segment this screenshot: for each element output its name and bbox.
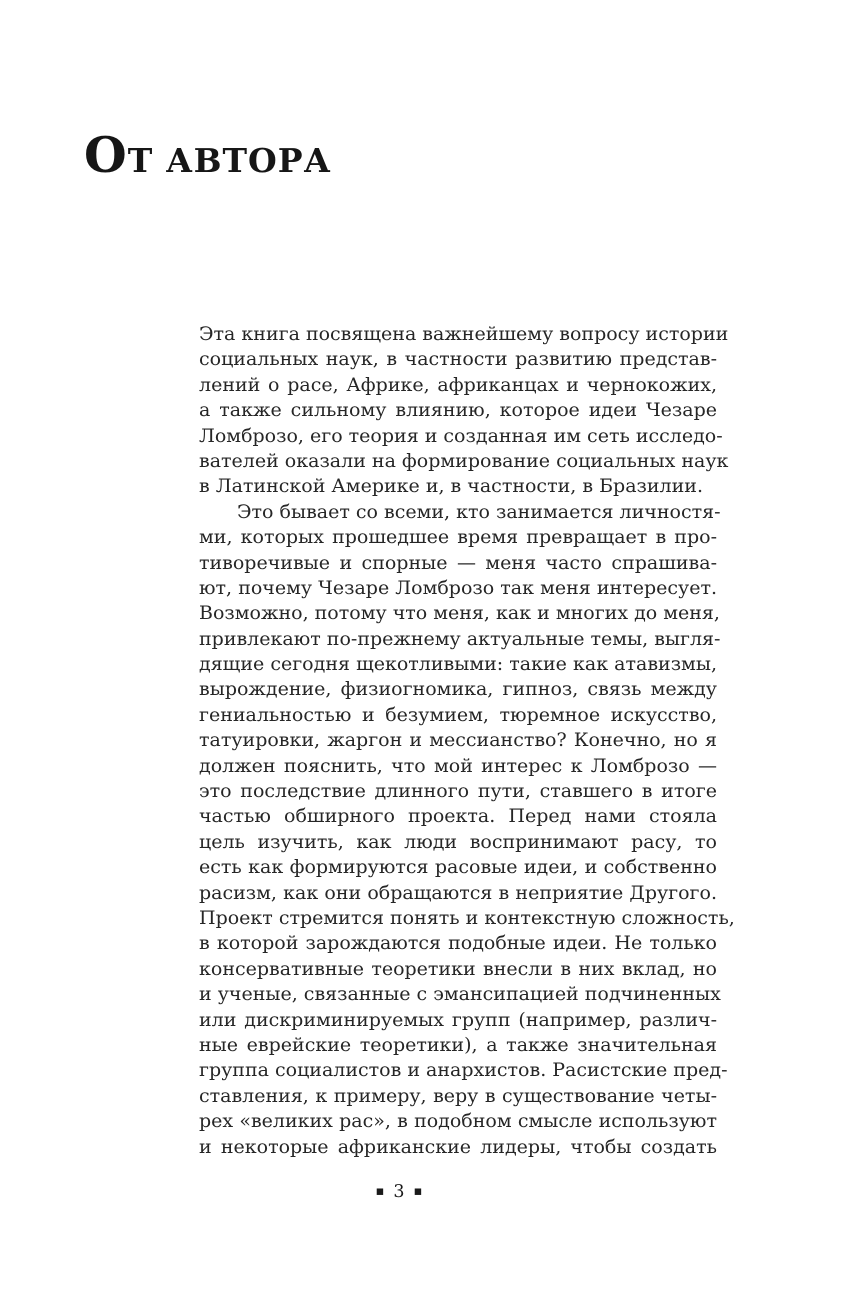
- text-line: социальных наук, в частности развитию представ-: [199, 348, 717, 371]
- page-number: [199, 1181, 599, 1203]
- page-number-value: 3: [393, 1182, 405, 1202]
- text-line: должен пояснить, что мой интерес к Ломброзо —: [199, 754, 717, 777]
- text-line: цель изучить, как люди воспринимают расу, то: [199, 830, 717, 853]
- page-number-marker-left: ▪: [375, 1184, 385, 1199]
- text-line: и некоторые африканские лидеры, чтобы создать: [199, 1135, 717, 1158]
- text-line: расизм, как они обращаются в неприятие Другого.: [199, 881, 717, 904]
- text-line: лений о расе, Африке, африканцах и чернокожих,: [199, 373, 717, 396]
- text-line: вырождение, физиогномика, гипноз, связь между: [199, 678, 717, 701]
- page-number-marker-right: ▪: [413, 1184, 423, 1199]
- text-line: дящие сегодня щекотливыми: такие как атавизмы,: [199, 653, 717, 676]
- text-line: тиворечивые и спорные — меня часто спрашива-: [199, 551, 717, 574]
- text-line: и ученые, связанные с эмансипацией подчиненных: [199, 983, 721, 1006]
- text-line: консервативные теоретики внесли в них вклад, но: [199, 957, 717, 980]
- text-line: Это бывает со всеми, кто занимается личностя-: [237, 500, 721, 523]
- text-line: ют, почему Чезаре Ломброзо так меня интересует.: [199, 576, 717, 599]
- text-line: в которой зарождаются подобные идеи. Не только: [199, 932, 717, 955]
- text-line: гениальностью и безумием, тюремное искусство,: [199, 703, 717, 726]
- body-text: [199, 322, 735, 1160]
- chapter-title: ОТ АВТОРА: [84, 126, 332, 184]
- text-line: есть как формируются расовые идеи, и собственно: [199, 856, 717, 879]
- text-line: частью обширного проекта. Перед нами стояла: [199, 805, 717, 828]
- text-line: Ломброзо, его теория и созданная им сеть исследо-: [199, 424, 723, 447]
- text-line: в Латинской Америке и, в частности, в Бразилии.: [199, 475, 703, 498]
- text-line: привлекают по-прежнему актуальные темы, выгля-: [199, 627, 721, 650]
- text-line: ми, которых прошедшее время превращает в про-: [199, 526, 717, 549]
- text-line: ставления, к примеру, веру в существование четы-: [199, 1084, 717, 1107]
- text-line: группа социалистов и анархистов. Расистские пред-: [199, 1059, 728, 1082]
- text-line: а также сильному влиянию, которое идеи Чезаре: [199, 399, 717, 422]
- text-line: вателей оказали на формирование социальных наук: [199, 449, 729, 472]
- text-line: Проект стремится понять и контекстную сложность,: [199, 906, 735, 929]
- text-line: Возможно, потому что меня, как и многих до меня,: [199, 602, 720, 625]
- text-line: татуировки, жаргон и мессианство? Конечно, но я: [199, 729, 717, 752]
- text-line: это последствие длинного пути, ставшего в итоге: [199, 780, 717, 803]
- text-line: ные еврейские теоретики), а также значительная: [199, 1033, 717, 1056]
- text-line: рех «великих рас», в подобном смысле используют: [199, 1110, 717, 1133]
- text-line: Эта книга посвящена важнейшему вопросу истории: [199, 323, 729, 345]
- text-line: или дискриминируемых групп (например, различ-: [199, 1008, 717, 1031]
